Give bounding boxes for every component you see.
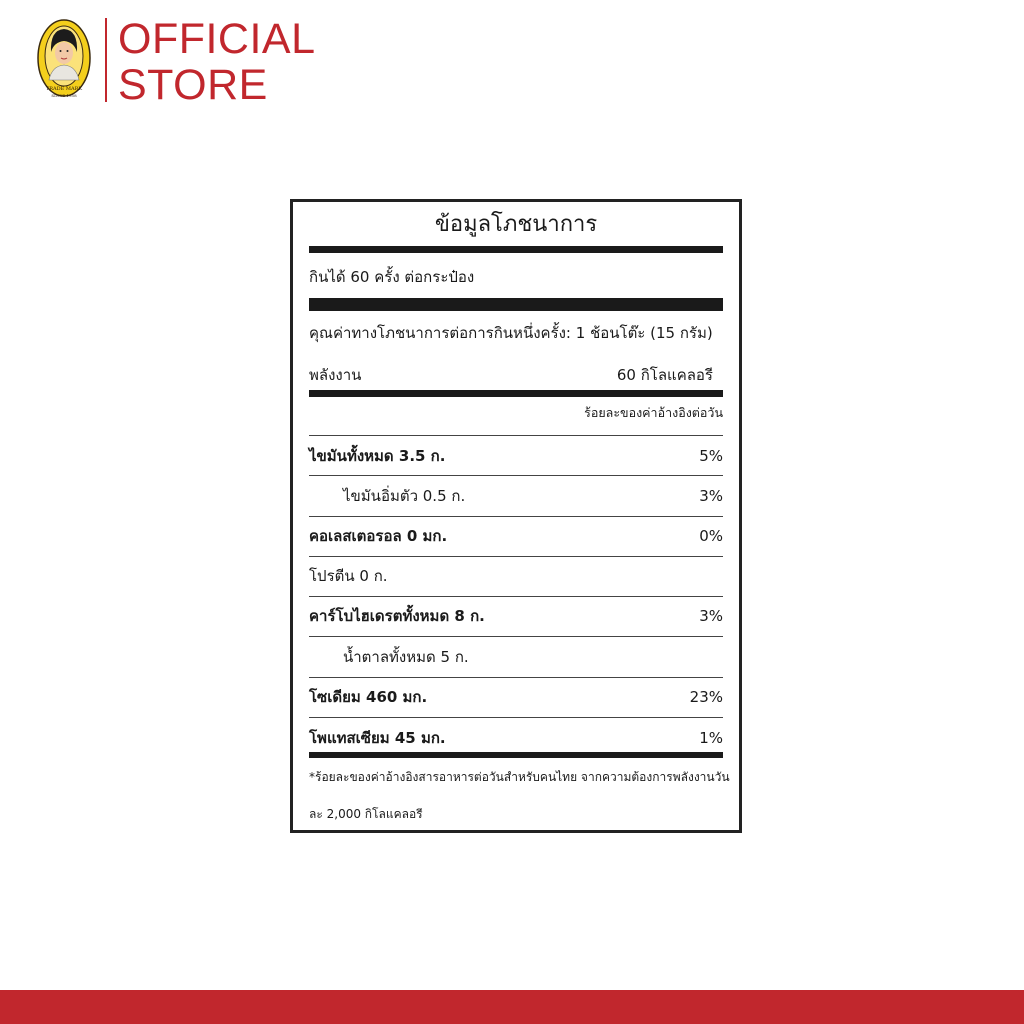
row-divider — [309, 435, 723, 436]
nutrient-pct: 3% — [699, 607, 723, 625]
row-divider — [309, 677, 723, 678]
nutrient-label: โพแทสเซียม 45 มก. — [309, 729, 446, 747]
badge-trade-mark-text: TRADE MARK — [45, 86, 83, 92]
brand-logo-badge — [36, 18, 92, 102]
nutrient-pct: 5% — [699, 447, 723, 465]
footnote-line-1: *ร้อยละของค่าอ้างอิงสารอาหารต่อวันสำหรับคนไทย จากความต้องการพลังงานวัน — [309, 770, 730, 784]
store-line-1: OFFICIAL — [118, 15, 316, 63]
energy-value: 60 กิโลแคลอรี — [616, 366, 713, 384]
nutrient-row — [309, 686, 723, 708]
daily-value-header: ร้อยละของค่าอ้างอิงต่อวัน — [584, 405, 723, 420]
nutrient-row — [309, 525, 723, 547]
row-divider — [309, 596, 723, 597]
row-divider — [309, 717, 723, 718]
nutrient-label: ไขมันอิ่มตัว 0.5 ก. — [343, 487, 466, 505]
thick-divider — [309, 246, 723, 253]
nutrient-label: ไขมันทั้งหมด 3.5 ก. — [309, 447, 446, 465]
row-divider — [309, 636, 723, 637]
logo-divider — [105, 18, 107, 102]
row-divider — [309, 475, 723, 476]
nutrient-label: โปรตีน 0 ก. — [309, 567, 388, 585]
nutrition-title: ข้อมูลโภชนาการ — [434, 212, 598, 237]
nutrient-row — [309, 565, 723, 587]
nutrient-label: คอเลสเตอรอล 0 มก. — [309, 527, 448, 545]
nutrient-pct: 3% — [699, 487, 723, 505]
nutrient-row — [309, 605, 723, 627]
energy-label: พลังงาน — [309, 366, 362, 384]
thick-divider — [309, 390, 723, 397]
nutrient-row — [309, 727, 723, 749]
thick-divider — [309, 298, 723, 311]
nutrient-row — [309, 445, 723, 467]
nutrition-facts-panel — [290, 199, 742, 833]
badge-since-text: SINCE 1958 — [51, 93, 77, 98]
nutrient-row — [309, 646, 723, 668]
nutrient-pct: 0% — [699, 527, 723, 545]
nutrient-pct: 23% — [689, 688, 723, 706]
energy-row — [309, 364, 723, 386]
footnote-line-2: ละ 2,000 กิโลแคลอรี — [309, 807, 423, 821]
nutrient-label: น้ำตาลทั้งหมด 5 ก. — [343, 648, 469, 666]
nutrient-label: คาร์โบไฮเดรตทั้งหมด 8 ก. — [309, 607, 485, 625]
row-divider — [309, 516, 723, 517]
serving-size: คุณค่าทางโภชนาการต่อการกินหนึ่งครั้ง: 1 ช้อนโต๊ะ (15 กรัม) — [309, 324, 713, 342]
row-divider — [309, 556, 723, 557]
nutrient-row — [309, 485, 723, 507]
footer-accent-band — [0, 990, 1024, 1024]
thick-divider — [309, 752, 723, 758]
servings-per-container: กินได้ 60 ครั้ง ต่อกระป๋อง — [309, 268, 475, 286]
store-line-2: STORE — [118, 61, 268, 109]
official-store-label — [118, 16, 316, 108]
nutrient-label: โซเดียม 460 มก. — [309, 688, 428, 706]
nutrient-pct: 1% — [699, 729, 723, 747]
